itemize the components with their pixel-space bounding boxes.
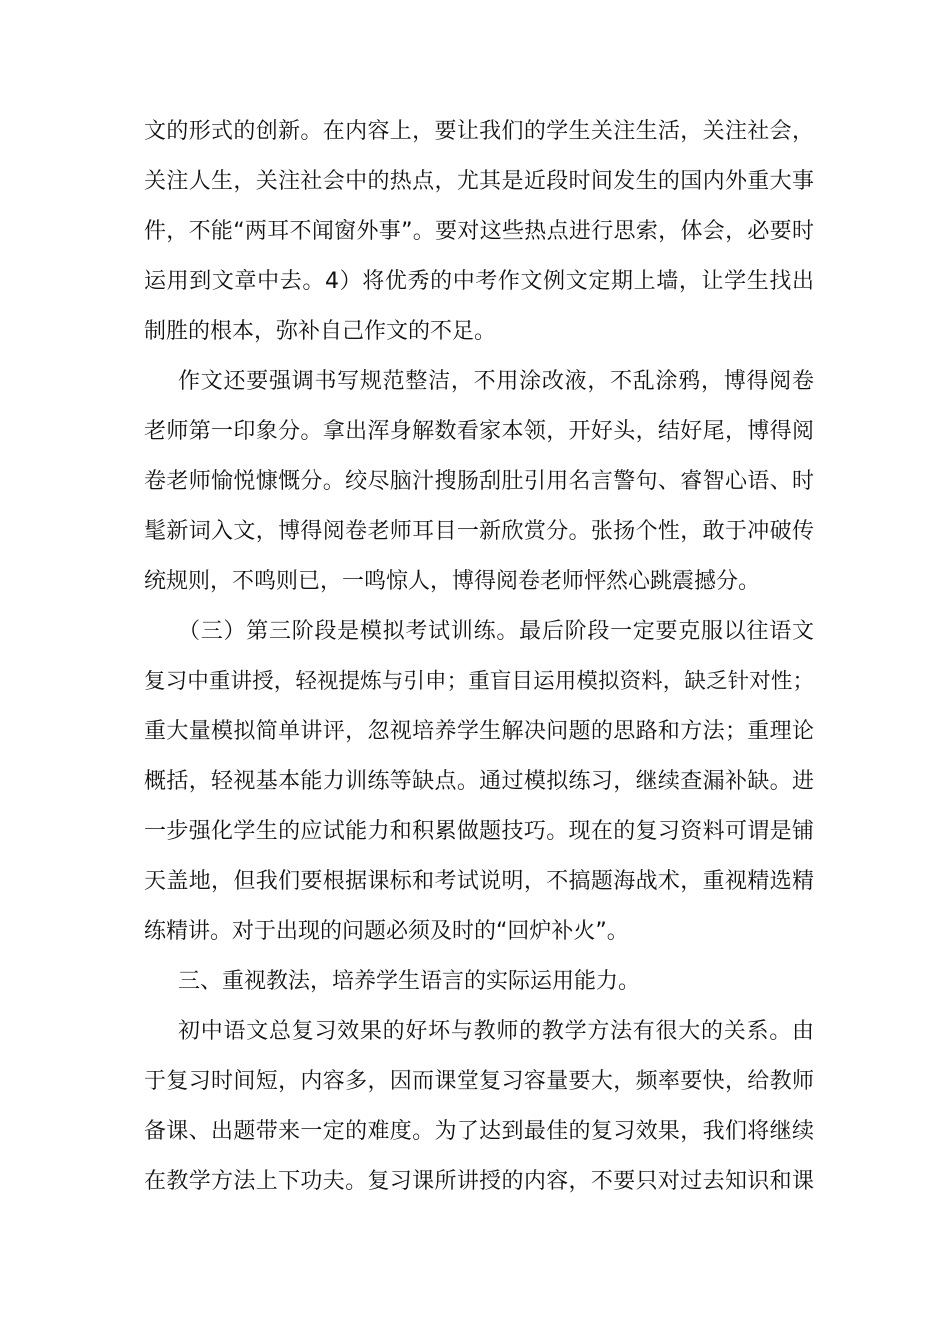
text-line: 件，不能“两耳不闻窗外事”。要对这些热点进行思索，体会，必要时 <box>144 219 814 244</box>
paragraph-2 <box>144 357 814 607</box>
section-heading <box>144 957 814 1007</box>
paragraph-3 <box>144 607 814 957</box>
text-line: 于复习时间短，内容多，因而课堂复习容量要大，频率要快，给教师 <box>144 1069 814 1094</box>
text-line: 一步强化学生的应试能力和积累做题技巧。现在的复习资料可谓是铺 <box>144 819 814 844</box>
text-line: 作文还要强调书写规范整洁，不用涂改液，不乱涂鸦，博得阅卷 <box>178 369 814 394</box>
text-line: 统规则，不鸣则已，一鸣惊人，博得阅卷老师怦然心跳震撼分。 <box>144 569 761 594</box>
text-line: 老师第一印象分。拿出浑身解数看家本领，开好头，结好尾，博得阅 <box>144 419 814 444</box>
paragraph-1 <box>144 107 814 357</box>
text-line: 文的形式的创新。在内容上，要让我们的学生关注生活，关注社会， <box>144 119 814 144</box>
text-line: 概括，轻视基本能力训练等缺点。通过模拟练习，继续查漏补缺。进 <box>144 769 814 794</box>
text-line: 运用到文章中去。4）将优秀的中考作文例文定期上墙，让学生找出 <box>144 269 814 294</box>
text-line: 制胜的根本，弥补自己作文的不足。 <box>144 319 497 344</box>
text-line: 在教学方法上下功夫。复习课所讲授的内容，不要只对过去知识和课 <box>144 1169 814 1194</box>
text-line: 髦新词入文，博得阅卷老师耳目一新欣赏分。张扬个性，敢于冲破传 <box>144 519 814 544</box>
text-line: 重大量模拟简单讲评，忽视培养学生解决问题的思路和方法；重理论 <box>144 719 814 744</box>
text-line: 关注人生，关注社会中的热点，尤其是近段时间发生的国内外重大事 <box>144 169 814 194</box>
text-line: 备课、出题带来一定的难度。为了达到最佳的复习效果，我们将继续 <box>144 1119 814 1144</box>
text-line: 三、重视教法，培养学生语言的实际运用能力。 <box>178 969 641 994</box>
paragraph-5 <box>144 1007 814 1207</box>
document-body <box>144 107 814 1207</box>
text-line: 卷老师愉悦慷慨分。绞尽脑汁搜肠刮肚引用名言警句、睿智心语、时 <box>144 469 814 494</box>
text-line: 初中语文总复习效果的好坏与教师的教学方法有很大的关系。由 <box>178 1019 814 1044</box>
text-line: 练精讲。对于出现的问题必须及时的“回炉补火”。 <box>144 919 629 944</box>
text-line: （三）第三阶段是模拟考试训练。最后阶段一定要克服以往语文 <box>178 619 814 644</box>
text-line: 天盖地，但我们要根据课标和考试说明，不搞题海战术，重视精选精 <box>144 869 814 894</box>
text-line: 复习中重讲授，轻视提炼与引申；重盲目运用模拟资料，缺乏针对性； <box>144 669 814 694</box>
